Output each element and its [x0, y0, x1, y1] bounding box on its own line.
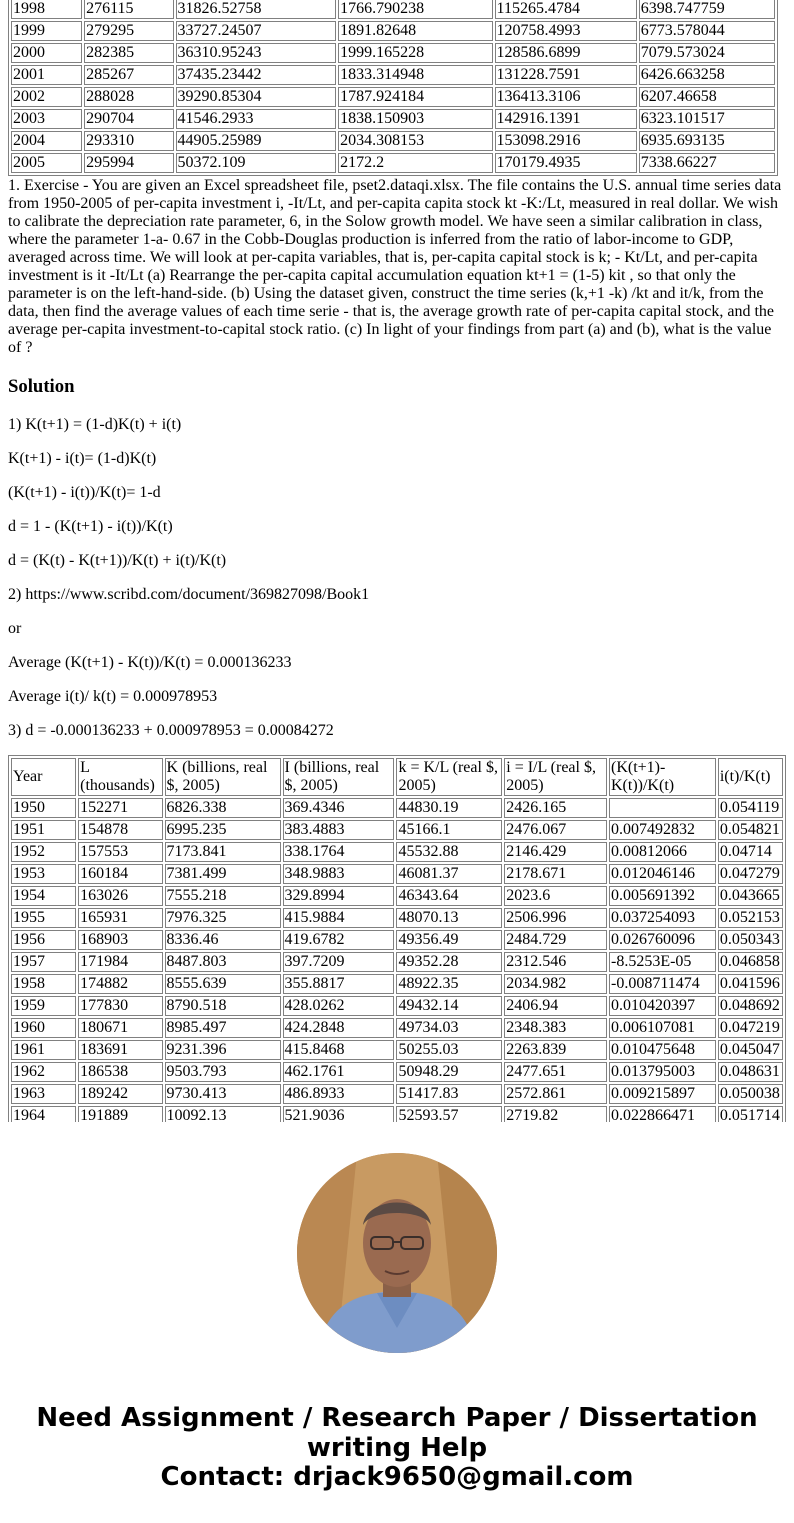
- table-cell: 1950: [11, 798, 76, 818]
- table-cell: 0.045047: [718, 1040, 783, 1060]
- table-cell: 0.010420397: [609, 996, 716, 1016]
- table-row: [11, 1106, 783, 1122]
- table-cell: 120758.4993: [495, 21, 637, 41]
- table-cell: 7338.66227: [639, 153, 775, 173]
- column-header: I (billions, real $, 2005): [283, 758, 395, 796]
- table-cell: 168903: [78, 930, 162, 950]
- table-cell: 7976.325: [165, 908, 281, 928]
- table-cell: 355.8817: [283, 974, 395, 994]
- table-cell: 52593.57: [396, 1106, 502, 1122]
- solution-line: d = (K(t) - K(t+1))/K(t) + i(t)/K(t): [8, 552, 227, 569]
- table-cell: 0.047279: [718, 864, 783, 884]
- table-cell: 2000: [11, 43, 82, 63]
- table-cell: 295994: [84, 153, 173, 173]
- table-cell: 1959: [11, 996, 76, 1016]
- table-cell: 1998: [11, 0, 82, 19]
- table-row: [11, 820, 783, 840]
- table-cell: 8985.497: [165, 1018, 281, 1038]
- table-row: [11, 1084, 783, 1104]
- table-cell: 186538: [78, 1062, 162, 1082]
- table-cell: 9503.793: [165, 1062, 281, 1082]
- table-cell: 1999.165228: [338, 43, 492, 63]
- table-cell: 6323.101517: [639, 109, 775, 129]
- table-cell: 1838.150903: [338, 109, 492, 129]
- table-cell: 136413.3106: [495, 87, 637, 107]
- table-row: [11, 886, 783, 906]
- table-cell: [609, 798, 716, 818]
- table-cell: 0.037254093: [609, 908, 716, 928]
- table-cell: 2002: [11, 87, 82, 107]
- promo-line-1: Need Assignment / Research Paper / Dissertation: [36, 1403, 758, 1433]
- table-cell: 1787.924184: [338, 87, 492, 107]
- table-row: [11, 1062, 783, 1082]
- table-cell: 0.005691392: [609, 886, 716, 906]
- table-cell: 37435.23442: [176, 65, 337, 85]
- table-cell: 6773.578044: [639, 21, 775, 41]
- table-cell: 36310.95243: [176, 43, 337, 63]
- table-cell: 49352.28: [396, 952, 502, 972]
- table-cell: 1956: [11, 930, 76, 950]
- table-cell: 1963: [11, 1084, 76, 1104]
- column-header: (K(t+1)-K(t))/K(t): [609, 758, 716, 796]
- solution-line: 3) d = -0.000136233 + 0.000978953 = 0.00084272: [8, 722, 334, 739]
- table-cell: 0.009215897: [609, 1084, 716, 1104]
- table-cell: 486.8933: [283, 1084, 395, 1104]
- table-cell: 0.00812066: [609, 842, 716, 862]
- column-header: L (thousands): [78, 758, 162, 796]
- data-table-top: [8, 0, 778, 176]
- table-cell: 2477.651: [504, 1062, 607, 1082]
- table-cell: 50255.03: [396, 1040, 502, 1060]
- table-cell: 191889: [78, 1106, 162, 1122]
- table-row: [11, 87, 775, 107]
- table-row: [11, 842, 783, 862]
- table-cell: 329.8994: [283, 886, 395, 906]
- table-cell: 152271: [78, 798, 162, 818]
- table-cell: 8336.46: [165, 930, 281, 950]
- table-cell: 2004: [11, 131, 82, 151]
- data-table-scroll-region: [8, 755, 794, 1122]
- table-cell: 6995.235: [165, 820, 281, 840]
- table-cell: 0.052153: [718, 908, 783, 928]
- solution-line: Average (K(t+1) - K(t))/K(t) = 0.000136233: [8, 654, 292, 671]
- table-cell: 7079.573024: [639, 43, 775, 63]
- solution-line: 1) K(t+1) = (1-d)K(t) + i(t): [8, 416, 182, 433]
- table-cell: 6426.663258: [639, 65, 775, 85]
- table-cell: 163026: [78, 886, 162, 906]
- table-cell: 44830.19: [396, 798, 502, 818]
- table-row: [11, 864, 783, 884]
- table-cell: 0.04714: [718, 842, 783, 862]
- table-cell: 1955: [11, 908, 76, 928]
- table-cell: 0.054821: [718, 820, 783, 840]
- table-cell: 0.010475648: [609, 1040, 716, 1060]
- table-cell: 2003: [11, 109, 82, 129]
- table-cell: 0.048631: [718, 1062, 783, 1082]
- column-header: K (billions, real $, 2005): [165, 758, 281, 796]
- table-cell: 177830: [78, 996, 162, 1016]
- table-cell: 51417.83: [396, 1084, 502, 1104]
- solution-line: (K(t+1) - i(t))/K(t)= 1-d: [8, 484, 161, 501]
- table-cell: 7173.841: [165, 842, 281, 862]
- solution-line: or: [8, 620, 22, 637]
- table-cell: 2426.165: [504, 798, 607, 818]
- table-cell: 2476.067: [504, 820, 607, 840]
- person-portrait-image: [297, 1153, 497, 1353]
- table-cell: 2406.94: [504, 996, 607, 1016]
- promo-contact: Contact: drjack9650@gmail.com: [160, 1462, 634, 1492]
- table-cell: 0.046858: [718, 952, 783, 972]
- table-cell: 131228.7591: [495, 65, 637, 85]
- column-header: Year: [11, 758, 76, 796]
- table-cell: 48922.35: [396, 974, 502, 994]
- table-row: [11, 996, 783, 1016]
- table-cell: 1951: [11, 820, 76, 840]
- table-row: [11, 131, 775, 151]
- table-cell: 189242: [78, 1084, 162, 1104]
- table-cell: 419.6782: [283, 930, 395, 950]
- table-cell: 0.026760096: [609, 930, 716, 950]
- table-cell: 180671: [78, 1018, 162, 1038]
- table-cell: 6935.693135: [639, 131, 775, 151]
- table-cell: 46343.64: [396, 886, 502, 906]
- table-cell: 2178.671: [504, 864, 607, 884]
- table-cell: 2484.729: [504, 930, 607, 950]
- table-cell: 7381.499: [165, 864, 281, 884]
- table-cell: 415.8468: [283, 1040, 395, 1060]
- table-row: [11, 974, 783, 994]
- table-cell: 171984: [78, 952, 162, 972]
- table-cell: 2263.839: [504, 1040, 607, 1060]
- table-cell: 0.043665: [718, 886, 783, 906]
- promo-line-2: writing Help: [306, 1432, 488, 1463]
- solution-link: 2) https://www.scribd.com/document/369827098/Book1: [8, 586, 370, 603]
- table-cell: 8487.803: [165, 952, 281, 972]
- table-cell: 2312.546: [504, 952, 607, 972]
- promo-banner: [0, 1404, 794, 1493]
- table-cell: 153098.2916: [495, 131, 637, 151]
- table-cell: 2146.429: [504, 842, 607, 862]
- table-cell: 1953: [11, 864, 76, 884]
- table-cell: 285267: [84, 65, 173, 85]
- table-cell: 39290.85304: [176, 87, 337, 107]
- table-cell: 10092.13: [165, 1106, 281, 1122]
- table-cell: 6207.46658: [639, 87, 775, 107]
- table-cell: 279295: [84, 21, 173, 41]
- table-row: [11, 952, 783, 972]
- table-cell: 165931: [78, 908, 162, 928]
- table-row: [11, 1018, 783, 1038]
- table-cell: 0.050038: [718, 1084, 783, 1104]
- table-cell: 282385: [84, 43, 173, 63]
- table-cell: 1957: [11, 952, 76, 972]
- table-row: [11, 0, 775, 19]
- table-cell: 45532.88: [396, 842, 502, 862]
- table-cell: 31826.52758: [176, 0, 337, 19]
- solution-line: d = 1 - (K(t+1) - i(t))/K(t): [8, 518, 173, 535]
- table-cell: 8555.639: [165, 974, 281, 994]
- table-cell: 0.054119: [718, 798, 783, 818]
- table-cell: 0.041596: [718, 974, 783, 994]
- table-cell: 50372.109: [176, 153, 337, 173]
- table-row: [11, 153, 775, 173]
- table-cell: 428.0262: [283, 996, 395, 1016]
- table-cell: -8.5253E-05: [609, 952, 716, 972]
- table-cell: 128586.6899: [495, 43, 637, 63]
- table-cell: 1960: [11, 1018, 76, 1038]
- table-cell: 174882: [78, 974, 162, 994]
- table-cell: 7555.218: [165, 886, 281, 906]
- solution-line: Average i(t)/ k(t) = 0.000978953: [8, 688, 218, 705]
- table-cell: 1952: [11, 842, 76, 862]
- table-cell: 338.1764: [283, 842, 395, 862]
- author-avatar: [297, 1153, 497, 1353]
- table-cell: 290704: [84, 109, 173, 129]
- table-cell: 170179.4935: [495, 153, 637, 173]
- table-cell: 2034.308153: [338, 131, 492, 151]
- column-header: k = K/L (real $, 2005): [396, 758, 502, 796]
- table-cell: 2034.982: [504, 974, 607, 994]
- table-cell: 49356.49: [396, 930, 502, 950]
- table-cell: 0.007492832: [609, 820, 716, 840]
- table-cell: 0.012046146: [609, 864, 716, 884]
- table-row: [11, 908, 783, 928]
- table-cell: 45166.1: [396, 820, 502, 840]
- table-cell: 521.9036: [283, 1106, 395, 1122]
- table-cell: 6826.338: [165, 798, 281, 818]
- table-row: [11, 43, 775, 63]
- table-cell: 1833.314948: [338, 65, 492, 85]
- table-cell: 2348.383: [504, 1018, 607, 1038]
- table-cell: 9730.413: [165, 1084, 281, 1104]
- table-cell: 0.022866471: [609, 1106, 716, 1122]
- table-cell: 46081.37: [396, 864, 502, 884]
- table-cell: 8790.518: [165, 996, 281, 1016]
- table-cell: 154878: [78, 820, 162, 840]
- table-cell: 1954: [11, 886, 76, 906]
- table-cell: 49734.03: [396, 1018, 502, 1038]
- table-row: [11, 65, 775, 85]
- table-cell: 6398.747759: [639, 0, 775, 19]
- table-cell: 2001: [11, 65, 82, 85]
- table-header-row: [11, 758, 783, 796]
- table-cell: 1958: [11, 974, 76, 994]
- table-cell: 0.051714: [718, 1106, 783, 1122]
- table-cell: 1964: [11, 1106, 76, 1122]
- table-cell: 183691: [78, 1040, 162, 1060]
- table-cell: 2506.996: [504, 908, 607, 928]
- table-row: [11, 930, 783, 950]
- table-cell: 2172.2: [338, 153, 492, 173]
- table-cell: 142916.1391: [495, 109, 637, 129]
- solution-line: K(t+1) - i(t)= (1-d)K(t): [8, 450, 157, 467]
- table-cell: 2572.861: [504, 1084, 607, 1104]
- table-row: [11, 1040, 783, 1060]
- table-cell: 2023.6: [504, 886, 607, 906]
- table-cell: 115265.4784: [495, 0, 637, 19]
- table-cell: 462.1761: [283, 1062, 395, 1082]
- table-cell: 369.4346: [283, 798, 395, 818]
- data-table-bottom: [8, 755, 786, 1122]
- table-cell: -0.008711474: [609, 974, 716, 994]
- column-header: i(t)/K(t): [718, 758, 783, 796]
- table-cell: 0.047219: [718, 1018, 783, 1038]
- table-cell: 1961: [11, 1040, 76, 1060]
- table-cell: 0.050343: [718, 930, 783, 950]
- table-cell: 44905.25989: [176, 131, 337, 151]
- table-cell: 1891.82648: [338, 21, 492, 41]
- table-cell: 49432.14: [396, 996, 502, 1016]
- table-cell: 276115: [84, 0, 173, 19]
- table-cell: 415.9884: [283, 908, 395, 928]
- table-cell: 0.013795003: [609, 1062, 716, 1082]
- table-cell: 348.9883: [283, 864, 395, 884]
- table-cell: 9231.396: [165, 1040, 281, 1060]
- table-cell: 2719.82: [504, 1106, 607, 1122]
- table-cell: 50948.29: [396, 1062, 502, 1082]
- table-cell: 157553: [78, 842, 162, 862]
- table-row: [11, 21, 775, 41]
- table-cell: 33727.24507: [176, 21, 337, 41]
- table-cell: 41546.2933: [176, 109, 337, 129]
- table-row: [11, 798, 783, 818]
- table-cell: 383.4883: [283, 820, 395, 840]
- table-cell: 1766.790238: [338, 0, 492, 19]
- table-cell: 160184: [78, 864, 162, 884]
- exercise-text: 1. Exercise - You are given an Excel spreadsheet file, pset2.dataqi.xlsx. The file contains the U.S. annual time series data from 1950-2005 of per-capita investment i, -It/Lt, and per-capita capita stock kt -K:/Lt, measured in real dollar. We wish to calibrate the depreciation rate parameter, 6, in the Solow growth model. We have seen a similar calibration in class, where the parameter 1-a- 0.67 in the Cobb-Douglas production is inferred from the ratio of labor-income to GDP, averaged across time. We will look at per-capita variables, that is, per-capita capital stock is k; - Kt/Lt, and per-capita investment is it -It/Lt (a) Rearrange the per-capita capital accumulation equation kt+1 = (1-5) kit , so that only the parameter is on the left-hand-side. (b) Using the dataset given, construct the time series (k,+1 -k) /kt and it/k, from the data, then find the average values of each time serie - that is, the average growth rate of per-capita capital stock, and the average per-capita investment-to-capital stock ratio. (c) In light of your findings from part (a) and (b), what is the value of ?: [8, 177, 782, 356]
- table-cell: 397.7209: [283, 952, 395, 972]
- table-row: [11, 109, 775, 129]
- table-cell: 293310: [84, 131, 173, 151]
- solution-heading: Solution: [8, 376, 75, 397]
- table-cell: 0.048692: [718, 996, 783, 1016]
- table-cell: 1999: [11, 21, 82, 41]
- table-cell: 2005: [11, 153, 82, 173]
- table-cell: 424.2848: [283, 1018, 395, 1038]
- table-cell: 288028: [84, 87, 173, 107]
- table-cell: 48070.13: [396, 908, 502, 928]
- table-cell: 0.006107081: [609, 1018, 716, 1038]
- column-header: i = I/L (real $, 2005): [504, 758, 607, 796]
- table-cell: 1962: [11, 1062, 76, 1082]
